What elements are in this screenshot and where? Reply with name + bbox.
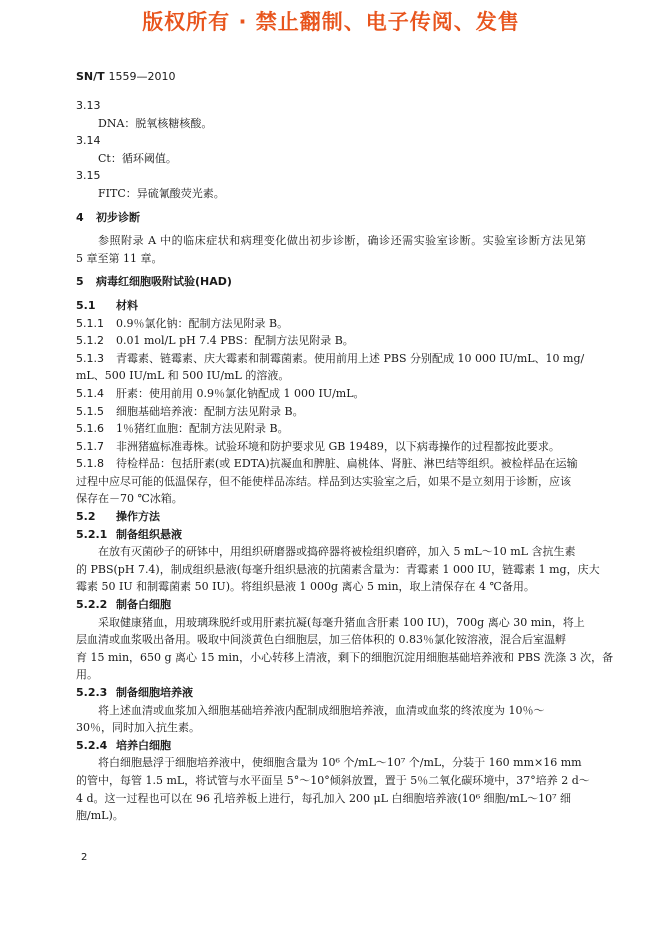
doc-code: SN/T: [76, 70, 105, 83]
paragraph-line: 采取健康猪血，用玻璃珠脱纤或用肝素抗凝(每毫升猪血含肝素 100 IU)，700g 离心 30 min，将上: [98, 615, 585, 629]
clause-number: 3.15: [76, 169, 101, 183]
paragraph-line: 在放有灭菌砂子的研钵中，用组织研磨器或捣碎器将被检组织磨碎，加入 5 mL～10 mL 含抗生素: [98, 545, 576, 559]
list-item: [76, 420, 586, 438]
section-title: 病毒红细胞吸附试验(HAD): [96, 275, 232, 289]
definition-text: DNA：脱氧核糖核酸。: [98, 116, 213, 130]
subsection-number: 5.2.2: [76, 598, 108, 612]
subsection-title: 操作方法: [116, 510, 160, 524]
item-text: 非洲猪瘟标准毒株。试验环境和防护要求见 GB 19489，以下病毒操作的过程都按此要求。: [116, 439, 560, 453]
subsection-heading: [76, 508, 586, 526]
item-number: 5.1.6: [76, 422, 104, 436]
subsection-heading: [76, 596, 586, 614]
section-number: 5: [76, 275, 84, 289]
item-number: 5.1.1: [76, 316, 104, 330]
subsection-title: 制备细胞培养液: [116, 686, 193, 699]
subsection-title: 制备组织悬液: [116, 527, 182, 541]
paragraph-line: 将上述血清或血浆加入细胞基础培养液内配制成细胞培养液，血清或血浆的终浓度为 10％～: [98, 703, 545, 717]
subsection-heading: [76, 684, 586, 702]
subsection-number: 5.1: [76, 298, 96, 312]
document-body: [76, 97, 614, 825]
paragraph-line: 育 15 min，650 g 离心 15 min，小心转移上清液，剩下的细胞沉淀用细胞基础培养液和 PBS 洗涤 3 次，备: [76, 650, 614, 664]
section-heading: [76, 209, 586, 227]
list-item: [76, 385, 586, 403]
item-text: 0.01 mol/L pH 7.4 PBS：配制方法见附录 B。: [116, 334, 354, 348]
paragraph-line: 用。: [76, 668, 98, 682]
list-item: [76, 350, 586, 368]
item-number: 5.1.3: [76, 351, 104, 365]
item-text: 0.9％氯化钠：配制方法见附录 B。: [116, 316, 289, 330]
subsection-number: 5.2.1: [76, 527, 108, 541]
paragraph-line: 5 章至第 11 章。: [76, 251, 163, 265]
subsection-number: 5.2: [76, 510, 96, 524]
paragraph-line: 的管中，每管 1.5 mL，将试管与水平面呈 5°～10°倾斜放置，置于 5％二氧化碳环境中，37°培养 2 d～: [76, 773, 590, 787]
paragraph-line: 将白细胞悬浮于细胞培养液中，使细胞含量为 10⁶ 个/mL～10⁷ 个/mL，分装于 160 mm×16 mm: [98, 756, 582, 770]
section-heading: [76, 273, 586, 291]
section-title: 初步诊断: [96, 210, 140, 224]
list-item: [76, 403, 586, 421]
subsection-title: 培养白细胞: [116, 738, 171, 752]
paragraph-line: 胞/mL)。: [76, 809, 124, 823]
item-number: 5.1.2: [76, 334, 104, 348]
list-item: [76, 315, 586, 333]
section-number: 4: [76, 210, 84, 224]
item-number: 5.1.4: [76, 386, 104, 400]
item-number: 5.1.7: [76, 439, 104, 453]
paragraph-line: 过程中应尽可能的低温保存，但不能使样品冻结。样品到达实验室之后，如果不是立刻用于诊断，应该: [76, 474, 571, 488]
item-text: 1％猪红血胞：配制方法见附录 B。: [116, 422, 289, 436]
list-item: [76, 455, 586, 473]
item-text: 青霉素、链霉素、庆大霉素和制霉菌素。使用前用上述 PBS 分别配成 10 000 IU/mL、10 mg/: [116, 351, 585, 365]
doc-year: 1559—2010: [108, 70, 176, 83]
clause-number: 3.13: [76, 99, 101, 112]
watermark-banner: 版权所有 · 禁止翻制、电子传阅、发售: [142, 10, 520, 34]
paragraph-line: 层血清或血浆吸出备用。吸取中间淡黄色白细胞层，加三倍体积的 0.83％氯化铵溶液，混合后室温孵: [76, 633, 566, 647]
paragraph-line: 保存在－70 ℃冰箱。: [76, 492, 183, 506]
paragraph-line: 霉素 50 IU 和制霉菌素 50 IU)。将组织悬液 1 000g 离心 5 min，取上清保存在 4 ℃备用。: [76, 580, 535, 594]
item-number: 5.1.5: [76, 404, 104, 418]
item-text: 待检样品：包括肝素(或 EDTA)抗凝血和脾脏、扁桃体、肾脏、淋巴结等组织。被检样品在运输: [116, 457, 578, 471]
subsection-heading: [76, 737, 586, 755]
subsection-number: 5.2.3: [76, 686, 108, 699]
paragraph-line: mL、500 IU/mL 和 500 IU/mL 的溶液。: [76, 369, 290, 383]
definition-text: FITC：异硫氰酸荧光素。: [98, 186, 225, 200]
paragraph-line: 30％，同时加入抗生素。: [76, 721, 200, 735]
subsection-heading: [76, 297, 586, 315]
clause-number: 3.14: [76, 134, 101, 148]
item-number: 5.1.8: [76, 457, 104, 471]
page-number: 2: [81, 852, 88, 863]
definition-text: Ct：循环阈值。: [98, 151, 177, 165]
subsection-number: 5.2.4: [76, 738, 108, 752]
paragraph-line: 的 PBS(pH 7.4)，制成组织悬液(每毫升组织悬液的抗菌素含量为：青霉素 1 000 IU，链霉素 1 mg，庆大: [76, 562, 600, 576]
document-code: [76, 70, 176, 83]
list-item: [76, 438, 586, 456]
subsection-heading: [76, 526, 586, 544]
item-text: 肝素：使用前用 0.9％氯化钠配成 1 000 IU/mL。: [116, 386, 365, 400]
item-text: 细胞基础培养液：配制方法见附录 B。: [116, 404, 304, 418]
subsection-title: 材料: [116, 298, 138, 312]
list-item: [76, 332, 586, 350]
paragraph-line: 4 d。这一过程也可以在 96 孔培养板上进行，每孔加入 200 μL 白细胞培养液(10⁶ 细胞/mL～10⁷ 细: [76, 791, 572, 805]
subsection-title: 制备白细胞: [116, 598, 171, 612]
paragraph-line: 参照附录 A 中的临床症状和病理变化做出初步诊断，确诊还需实验室诊断。实验室诊断方法见第: [98, 234, 586, 248]
